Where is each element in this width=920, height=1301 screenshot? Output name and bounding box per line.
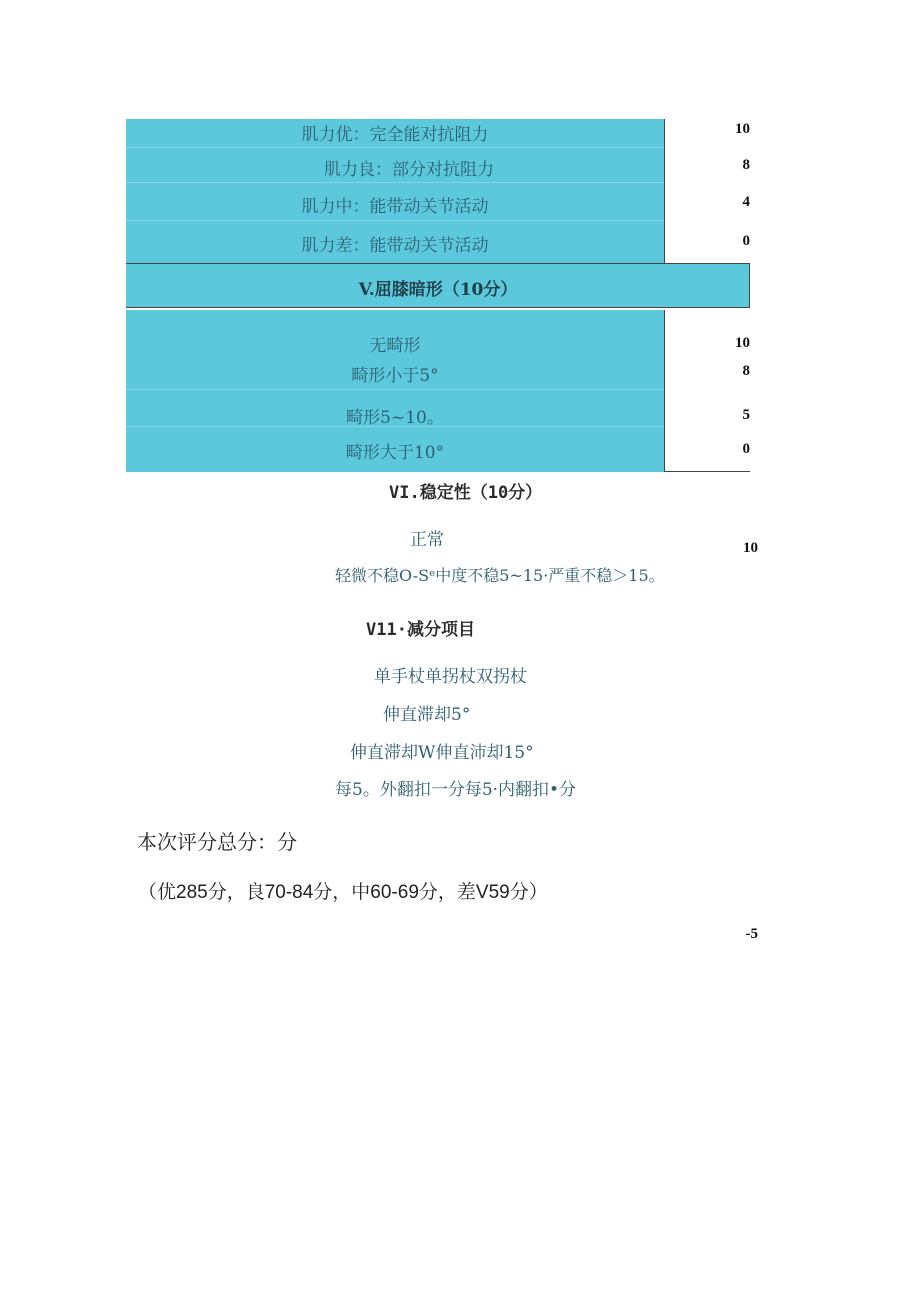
section-title: VI.稳定性（10分） (389, 483, 543, 503)
list-item: 正常 (410, 530, 444, 550)
list-item: 畸形大于10° (345, 443, 445, 463)
row-divider (126, 220, 664, 221)
list-item: 伸直滞却W伸直沛却15° (350, 743, 534, 763)
list-item: 无畸形 (369, 336, 421, 356)
row-divider (126, 389, 664, 390)
list-item: 肌力良：部分对抗阻力 (324, 160, 494, 180)
score-value: 8 (742, 363, 750, 379)
list-item: 单手杖单拐杖双拐杖 (374, 667, 527, 687)
list-item: 肌力差：能带动关节活动 (301, 236, 489, 256)
list-item: 畸形5~10。 (346, 408, 444, 428)
section-title: V11·减分项目 (366, 620, 475, 640)
list-item: 肌力优：完全能对抗阻力 (301, 125, 489, 145)
table-right-border (664, 119, 665, 263)
deduction-value: -5 (745, 926, 758, 942)
score-value: 0 (742, 233, 750, 249)
list-item: 轻微不稳O-Sᵉ中度不稳5~15·严重不稳＞15。 (335, 566, 665, 585)
total-score: 本次评分总分：分 (137, 830, 297, 854)
row-divider (126, 182, 664, 183)
score-value: 10 (735, 121, 750, 137)
section-title: V.屈膝暗形（10分） (358, 280, 518, 300)
row-divider (126, 147, 664, 148)
score-value: 5 (742, 407, 750, 423)
table-right-border (664, 310, 665, 472)
score-value: 0 (742, 441, 750, 457)
table-bottom-border (664, 471, 750, 472)
list-item: 伸直滞却5° (383, 705, 471, 725)
list-item: 肌力中：能带动关节活动 (301, 197, 489, 217)
score-value: 4 (742, 194, 750, 210)
score-value: 10 (743, 540, 758, 556)
list-item: 畸形小于5° (351, 366, 439, 386)
list-item: 每5。外翻扣一分每5·内翻扣•分 (335, 780, 577, 800)
score-value: 8 (742, 157, 750, 173)
score-value: 10 (735, 335, 750, 351)
grade-legend: （优285分，良70-84分，中60-69分，差V59分） (138, 882, 548, 903)
